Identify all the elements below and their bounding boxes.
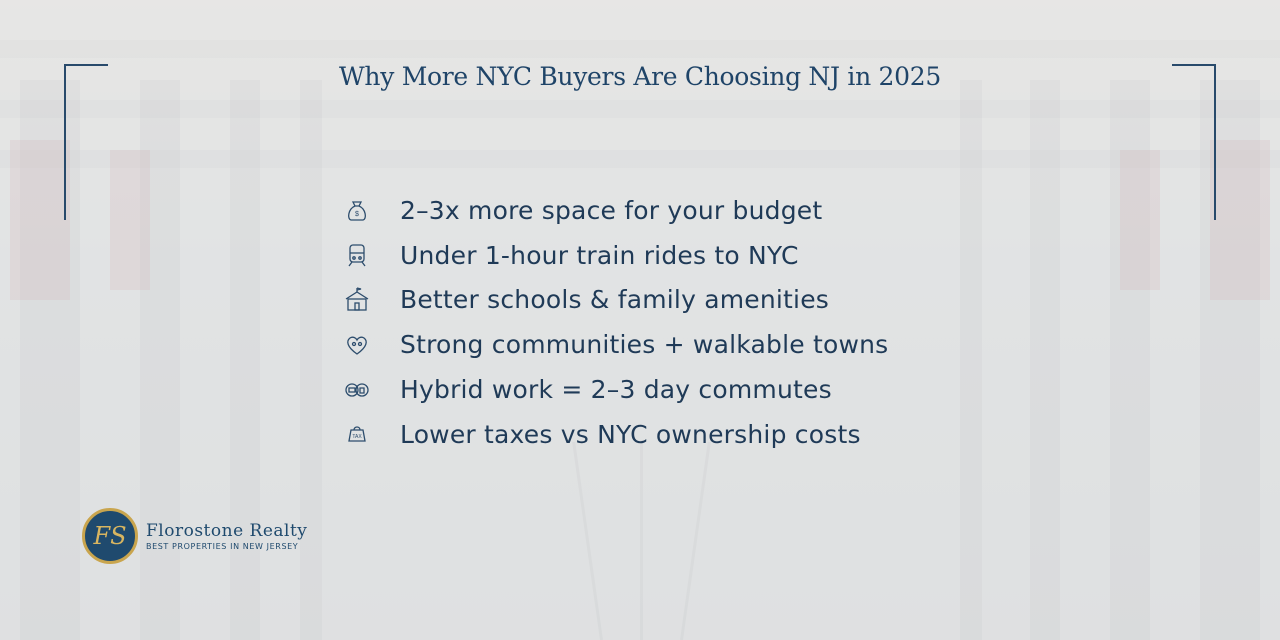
heart-community-icon <box>340 331 374 359</box>
benefit-text: Hybrid work = 2–3 day commutes <box>400 375 832 405</box>
brand-logo <box>82 508 307 564</box>
money-bag-icon <box>340 196 374 224</box>
benefit-text: Strong communities + walkable towns <box>400 330 889 360</box>
page-title: Why More NYC Buyers Are Choosing NJ in 2025 <box>339 62 941 91</box>
benefit-text: Under 1-hour train rides to NYC <box>400 240 799 270</box>
list-item <box>340 322 888 367</box>
train-icon <box>340 241 374 269</box>
benefits-list <box>340 188 888 457</box>
list-item <box>340 278 888 323</box>
list-item <box>340 188 888 233</box>
benefit-text: Lower taxes vs NYC ownership costs <box>400 419 861 449</box>
list-item <box>340 412 888 457</box>
hybrid-work-icon <box>340 376 374 404</box>
svg-text:TAX: TAX <box>352 434 362 441</box>
benefit-text: 2–3x more space for your budget <box>400 195 823 225</box>
brand-name: Florostone Realty <box>146 521 308 541</box>
brand-tagline: BEST PROPERTIES IN NEW JERSEY <box>146 542 299 551</box>
monogram-seal <box>82 508 138 564</box>
list-item <box>340 233 888 278</box>
school-icon <box>340 286 374 314</box>
benefit-text: Better schools & family amenities <box>400 285 830 315</box>
tax-icon <box>340 420 374 448</box>
svg-text:$: $ <box>355 211 359 219</box>
monogram: FS <box>93 522 127 550</box>
list-item <box>340 367 888 412</box>
